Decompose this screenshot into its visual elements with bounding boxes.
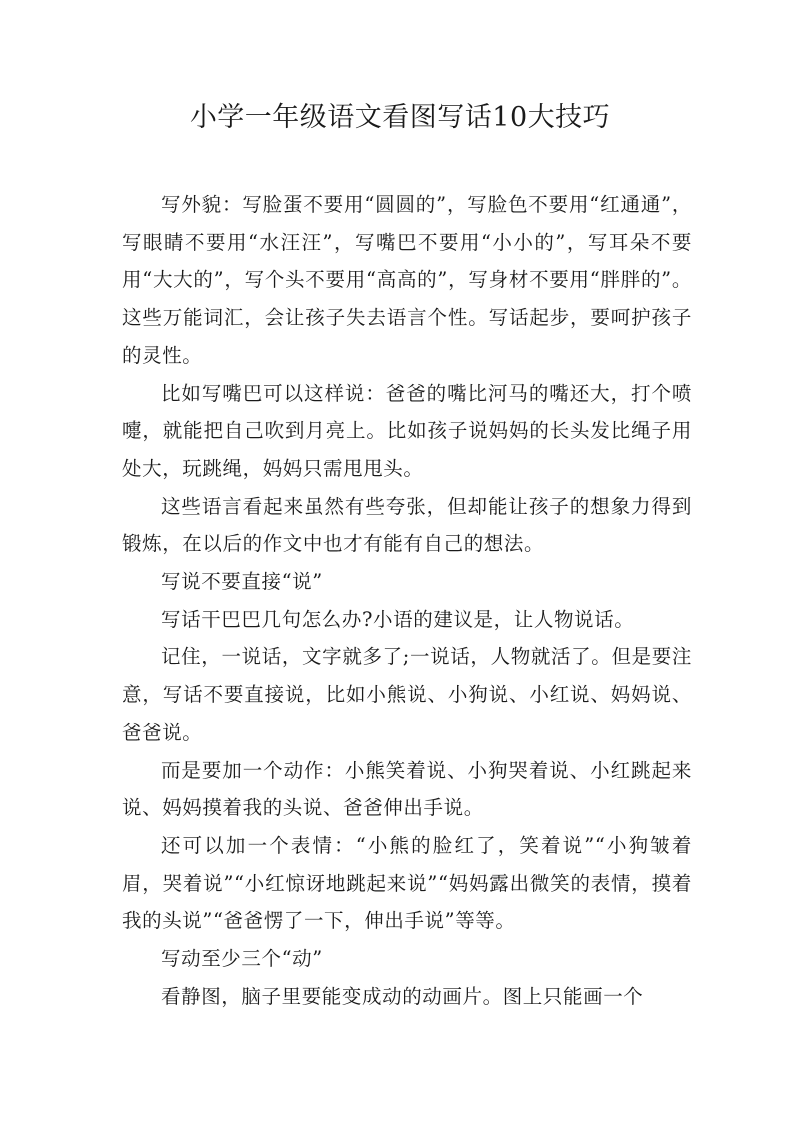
paragraph: 记住，一说话，文字就多了;一说话，人物就活了。但是要注意，写话不要直接说，比如小熊说、小狗说、小红说、妈妈说、爸爸说。 [122, 645, 692, 744]
section-heading: 写动至少三个“动” [161, 947, 323, 971]
document-body [122, 186, 692, 1015]
paragraph: 还可以加一个表情：“小熊的脸红了，笑着说”“小狗皱着眉，哭着说”“小红惊讶地跳起来说”“妈妈露出微笑的表情，摸着我的头说”“爸爸愣了一下，伸出手说”等等。 [122, 833, 692, 933]
paragraph: 写话干巴巴几句怎么办?小语的建议是，让人物说话。 [161, 607, 635, 631]
section-heading: 写说不要直接“说” [161, 570, 323, 594]
paragraph: 而是要加一个动作：小熊笑着说、小狗哭着说、小红跳起来说、妈妈摸着我的头说、爸爸伸出手说。 [122, 758, 692, 820]
document-title: 小学一年级语文看图写话10大技巧 [189, 102, 611, 133]
paragraph: 比如写嘴巴可以这样说：爸爸的嘴比河马的嘴还大，打个喷嚏，就能把自己吹到月亮上。比如孩子说妈妈的长头发比绳子用处大，玩跳绳，妈妈只需甩甩头。 [122, 381, 692, 480]
paragraph: 这些语言看起来虽然有些夸张，但却能让孩子的想象力得到锻炼，在以后的作文中也才有能有自己的想法。 [122, 494, 692, 556]
paragraph: 看静图，脑子里要能变成动的动画片。图上只能画一个 [161, 984, 644, 1008]
paragraph: 写外貌：写脸蛋不要用“圆圆的”，写脸色不要用“红通通”，写眼睛不要用“水汪汪”，写嘴巴不要用“小小的”，写耳朵不要用“大大的”，写个头不要用“高高的”，写身材不要用“胖胖的”。这些万能词汇，会让孩子失去语言个性。写话起步，要呵护孩子的灵性。 [122, 193, 692, 367]
